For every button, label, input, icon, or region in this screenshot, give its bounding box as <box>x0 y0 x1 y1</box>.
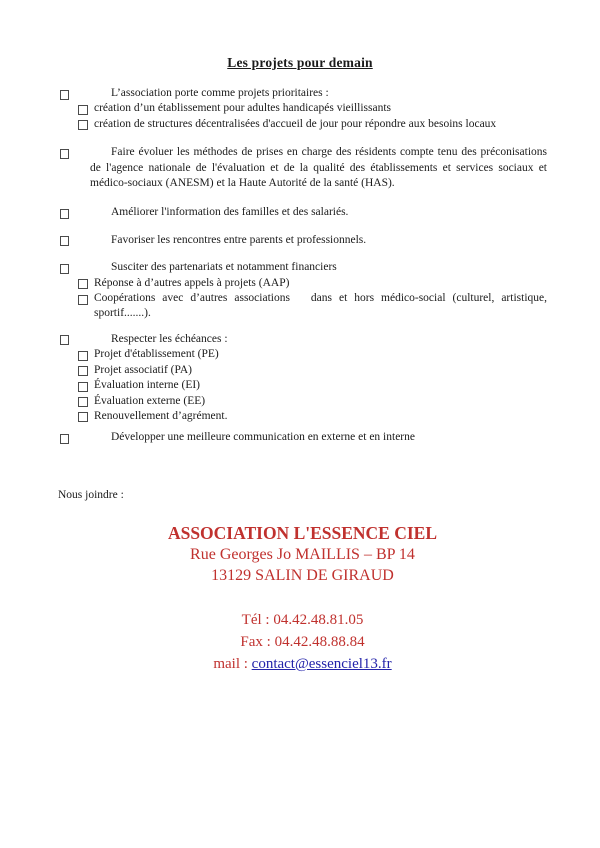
checkbox-icon <box>60 90 69 100</box>
checkbox-icon <box>60 264 69 274</box>
contact-block <box>58 523 547 675</box>
checkbox-icon <box>78 351 88 361</box>
email-link[interactable]: contact@essenciel13.fr <box>251 655 392 672</box>
checkbox-icon <box>78 366 88 376</box>
list-item: Favoriser les rencontres entre parents et professionnels. <box>0 233 547 248</box>
list-item: Évaluation externe (EE) <box>0 394 547 409</box>
checkbox-icon <box>78 382 88 392</box>
checkbox-icon <box>60 149 69 159</box>
list-item: Projet associatif (PA) <box>0 363 547 378</box>
list-item: création d’un établissement pour adultes handicapés vieillissants <box>0 101 547 116</box>
checkbox-icon <box>60 434 69 444</box>
page-title: Les projets pour demain <box>227 55 373 70</box>
list-item: Renouvellement d’agrément. <box>0 409 547 424</box>
address-line-1: Rue Georges Jo MAILLIS – BP 14 <box>190 545 415 563</box>
list-item: Projet d'établissement (PE) <box>0 347 547 362</box>
email-label: mail : <box>213 655 248 672</box>
list-item: Évaluation interne (EI) <box>0 378 547 393</box>
list-item: Réponse à d’autres appels à projets (AAP) <box>0 276 547 291</box>
list-item: Faire évoluer les méthodes de prises en charge des résidents compte tenu des préconisations de l'agence nationale de l'évaluation et de la qualité des établissements et services sociaux et médico-sociaux (ANESM) et la Haute Autorité de la santé (HAS). <box>0 145 547 191</box>
contact-intro: Nous joindre : <box>58 488 124 501</box>
fax-number: Fax : 04.42.48.88.84 <box>240 633 365 650</box>
checkbox-icon <box>60 335 69 345</box>
list-item: Respecter les échéances : <box>0 332 547 347</box>
projects-list <box>0 86 600 446</box>
list-item: L’association porte comme projets prioritaires : <box>0 86 547 101</box>
list-item: création de structures décentralisées d'accueil de jour pour répondre aux besoins locaux <box>0 117 547 132</box>
checkbox-icon <box>60 236 69 246</box>
checkbox-icon <box>60 209 69 219</box>
list-item: Susciter des partenariats et notamment financiers <box>0 260 547 275</box>
email-line <box>58 653 547 675</box>
list-item: Développer une meilleure communication en externe et en interne <box>0 430 547 445</box>
list-item: Coopérations avec d’autres associations dans et hors médico-social (culturel, artistique, sportif.......). <box>0 291 547 322</box>
checkbox-icon <box>78 279 88 289</box>
organization-name: ASSOCIATION L'ESSENCE CIEL <box>167 522 438 543</box>
checkbox-icon <box>78 295 88 305</box>
checkbox-icon <box>78 397 88 407</box>
checkbox-icon <box>78 412 88 422</box>
checkbox-icon <box>78 105 88 115</box>
address-line-2: 13129 SALIN DE GIRAUD <box>211 566 394 584</box>
checkbox-icon <box>78 120 88 130</box>
list-item: Améliorer l'information des familles et des salariés. <box>0 205 547 220</box>
phone-number: Tél : 04.42.48.81.05 <box>241 611 364 628</box>
